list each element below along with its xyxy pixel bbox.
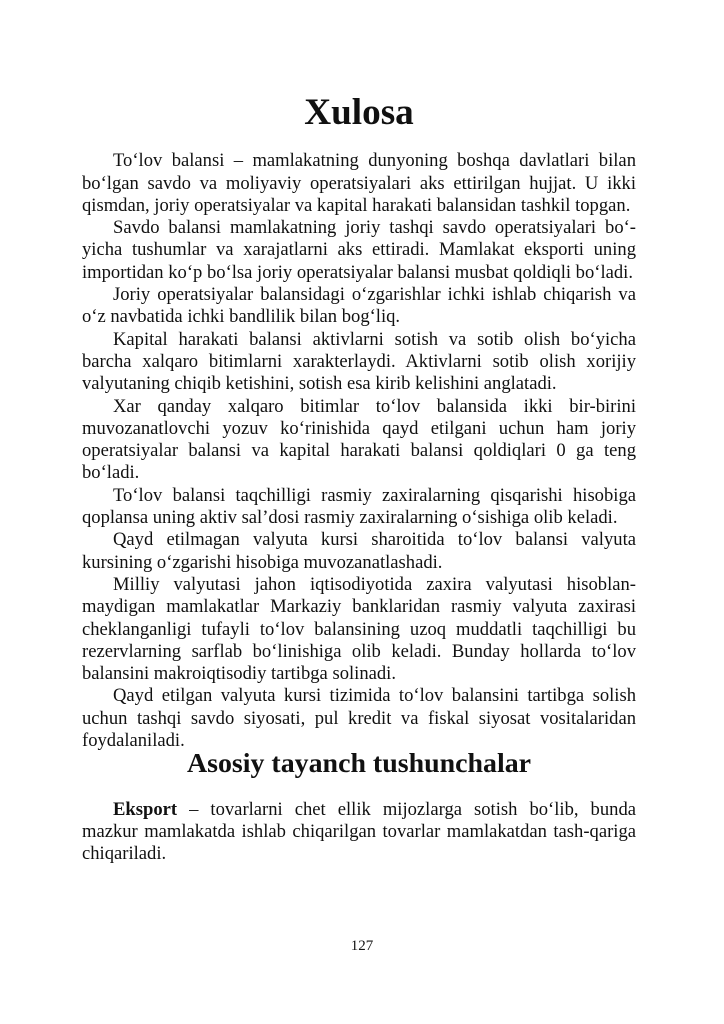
section-title: Asosiy tayanch tushunchalar: [186, 748, 532, 780]
definition-text: – tovarlarni chet ellik mijozlarga sotish bo‘lib, bunda mazkur mamlakatda ishlab chiqarilgan tovarlar mamlakatdan tash-qariga chiqariladi.: [82, 798, 636, 865]
page-content: [82, 92, 636, 866]
page-title: Xulosa: [304, 92, 414, 133]
paragraph: Milliy valyutasi jahon iqtisodiyotida zaxira valyutasi hisoblan-maydigan mamlakatlar Markaziy banklaridan rasmiy valyuta zaxirasi cheklanganligi tufayli to‘lov balansining uzoq muddatli taqchilligi bu rezervlarning sarflab bo‘linishiga olib keladi. Bunday hollarda to‘lov balansini makroiqtisodiy tartibga solinadi.: [82, 573, 636, 685]
page-number: 127: [350, 938, 374, 954]
definition-term: Eksport: [113, 798, 178, 820]
paragraph: Savdo balansi mamlakatning joriy tashqi savdo operatsiyalari bo‘-yicha tushumlar va xarajatlarni aks ettiradi. Mamlakat eksporti uning importidan ko‘p bo‘lsa joriy operatsiyalar balansi musbat qoldiqli bo‘ladi.: [82, 217, 636, 283]
paragraph: Qayd etilgan valyuta kursi tizimida to‘lov balansini tartibga solish uchun tashqi savdo siyosati, pul kredit va fiskal siyosat vositalaridan foydalaniladi.: [82, 685, 636, 752]
paragraph: Kapital harakati balansi aktivlarni sotish va sotib olish bo‘yicha barcha xalqaro bitimlarni xarakterlaydi. Aktivlarni sotib olish xorijiy valyutaning chiqib ketishini, sotish esa kirib kelishini anglatadi.: [82, 328, 636, 395]
paragraph: To‘lov balansi – mamlakatning dunyoning boshqa davlatlari bilan bo‘lgan savdo va moliyaviy operatsiyalari aks ettirilgan hujjat. U ikki qismdan, joriy operatsiyalar va kapital harakati balansidan tashkil topgan.: [82, 150, 636, 216]
paragraph: Qayd etilmagan valyuta kursi sharoitida to‘lov balansi valyuta kursining o‘zgarishi hisobiga muvozanatlashadi.: [82, 529, 636, 573]
paragraph: Joriy operatsiyalar balansidagi o‘zgarishlar ichki ishlab chiqarish va o‘z navbatida ichki bandlilik bilan bog‘liq.: [82, 284, 636, 328]
definition-paragraph: [82, 799, 636, 866]
paragraph: Xar qanday xalqaro bitimlar to‘lov balansida ikki bir-birini muvozanatlovchi yozuv ko‘rinishida qayd etilgani uchun ham joriy operatsiyalar balansi va kapital harakati balansi qoldiqlari 0 ga teng bo‘ladi.: [82, 395, 636, 484]
paragraph: To‘lov balansi taqchilligi rasmiy zaxiralarning qisqarishi hisobiga qoplansa uning aktiv sal’dosi rasmiy zaxiralarning o‘sishiga olib keladi.: [82, 484, 636, 529]
